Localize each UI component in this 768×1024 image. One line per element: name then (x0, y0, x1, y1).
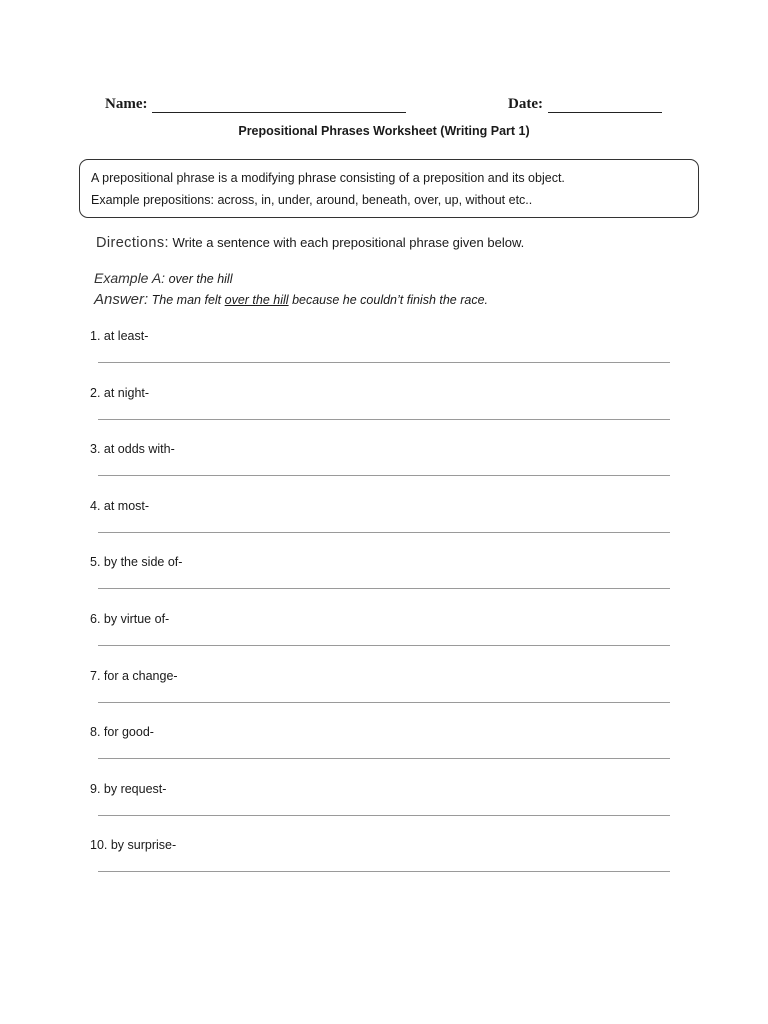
exercise-item (90, 612, 670, 669)
answer-after: because he couldn’t finish the race. (292, 293, 489, 307)
example-label: Example A: (94, 270, 166, 286)
exercise-list (90, 329, 670, 895)
date-blank-line[interactable] (548, 97, 662, 113)
date-label: Date: (508, 96, 543, 112)
exercise-label: 1. at least- (90, 329, 149, 343)
name-label: Name: (105, 96, 148, 112)
exercise-item (90, 725, 670, 782)
exercise-label: 4. at most- (90, 498, 150, 513)
directions-text: Write a sentence with each prepositional phrase given below. (172, 235, 525, 250)
directions (96, 235, 524, 251)
exercise-item (90, 669, 670, 726)
answer-writing-line[interactable] (98, 475, 670, 476)
answer-writing-line[interactable] (98, 871, 670, 872)
exercise-item (90, 838, 670, 895)
exercise-label: 2. at night- (90, 385, 150, 400)
exercise-label: 10. by surprise- (90, 838, 177, 853)
answer-writing-line[interactable] (98, 645, 670, 646)
definition-line: A prepositional phrase is a modifying phrase consisting of a preposition and its object. (91, 171, 565, 185)
answer-writing-line[interactable] (98, 758, 670, 759)
exercise-item (90, 782, 670, 839)
exercise-item (90, 442, 670, 499)
answer-writing-line[interactable] (98, 532, 670, 533)
example-phrase: over the hill (168, 272, 233, 286)
answer-writing-line[interactable] (98, 419, 670, 420)
answer-writing-line[interactable] (98, 815, 670, 816)
example-answer (94, 291, 488, 308)
header-row (105, 96, 667, 118)
definition-box (79, 159, 699, 218)
exercise-label: 9. by request- (90, 781, 167, 796)
example-a (94, 270, 233, 286)
exercise-item (90, 386, 670, 443)
name-field (105, 96, 406, 113)
exercise-label: 3. at odds with- (90, 442, 175, 457)
date-field (508, 96, 662, 113)
exercise-item (90, 555, 670, 612)
directions-label: Directions: (96, 235, 169, 251)
exercise-label: 8. for good- (90, 725, 154, 740)
answer-phrase: over the hill (224, 293, 289, 307)
exercise-item (90, 329, 670, 386)
exercise-label: 7. for a change- (90, 668, 178, 683)
answer-label: Answer: (94, 291, 149, 308)
exercise-label: 5. by the side of- (90, 555, 183, 570)
answer-before: The man felt (151, 293, 222, 307)
answer-writing-line[interactable] (98, 702, 670, 703)
example-prepositions-line: Example prepositions: across, in, under, around, beneath, over, up, without etc.. (91, 193, 533, 207)
name-blank-line[interactable] (152, 97, 406, 113)
answer-writing-line[interactable] (98, 588, 670, 589)
answer-writing-line[interactable] (98, 362, 670, 363)
exercise-label: 6. by virtue of- (90, 611, 170, 626)
page-title: Prepositional Phrases Worksheet (Writing Part 1) (238, 124, 530, 138)
exercise-item (90, 499, 670, 556)
